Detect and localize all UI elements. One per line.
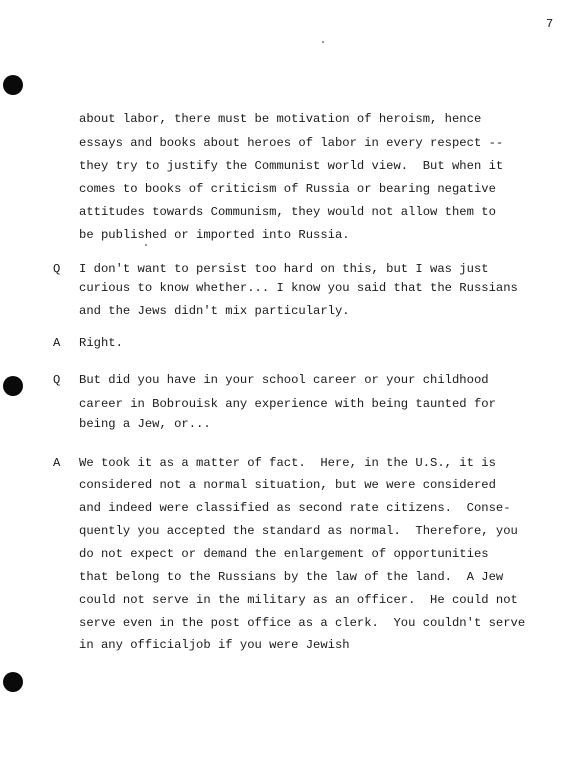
- punch-hole-bottom: [3, 672, 23, 692]
- page-number: 7: [546, 17, 554, 31]
- text-line: comes to books of criticism of Russia or bearing negative: [79, 182, 496, 196]
- text-line: But did you have in your school career or your childhood: [79, 373, 489, 387]
- speaker-label: Q: [53, 373, 61, 387]
- text-line: I don't want to persist too hard on this, but I was just: [79, 262, 489, 276]
- text-line: that belong to the Russians by the law of the land. A Jew: [79, 570, 504, 584]
- text-line: attitudes towards Communism, they would not allow them to: [79, 205, 496, 219]
- text-line: We took it as a matter of fact. Here, in the U.S., it is: [79, 456, 496, 470]
- text-line: essays and books about heroes of labor in every respect --: [79, 136, 504, 150]
- text-line: do not expect or demand the enlargement of opportunities: [79, 547, 489, 561]
- text-line: serve even in the post office as a clerk. You couldn't serve: [79, 616, 526, 630]
- text-line: about labor, there must be motivation of heroism, hence: [79, 112, 482, 126]
- text-line: curious to know whether... I know you said that the Russians: [79, 281, 518, 295]
- text-line: Right.: [79, 336, 123, 350]
- paper-speck: [145, 244, 147, 246]
- text-line: and indeed were classified as second rate citizens. Conse-: [79, 501, 511, 515]
- text-line: being a Jew, or...: [79, 417, 211, 431]
- paper-speck: [322, 41, 324, 43]
- text-line: and the Jews didn't mix particularly.: [79, 304, 350, 318]
- text-line: career in Bobrouisk any experience with being taunted for: [79, 397, 496, 411]
- speaker-label: A: [53, 336, 61, 350]
- text-line: quently you accepted the standard as normal. Therefore, you: [79, 524, 518, 538]
- text-line: in any officialjob if you were Jewish: [79, 638, 350, 652]
- text-line: be published or imported into Russia.: [79, 228, 350, 242]
- punch-hole-top: [3, 75, 23, 95]
- speaker-label: A: [53, 456, 61, 470]
- punch-hole-middle: [3, 376, 23, 396]
- text-line: they try to justify the Communist world view. But when it: [79, 159, 504, 173]
- text-line: could not serve in the military as an officer. He could not: [79, 593, 518, 607]
- text-line: considered not a normal situation, but we were considered: [79, 478, 496, 492]
- speaker-label: Q: [53, 262, 61, 276]
